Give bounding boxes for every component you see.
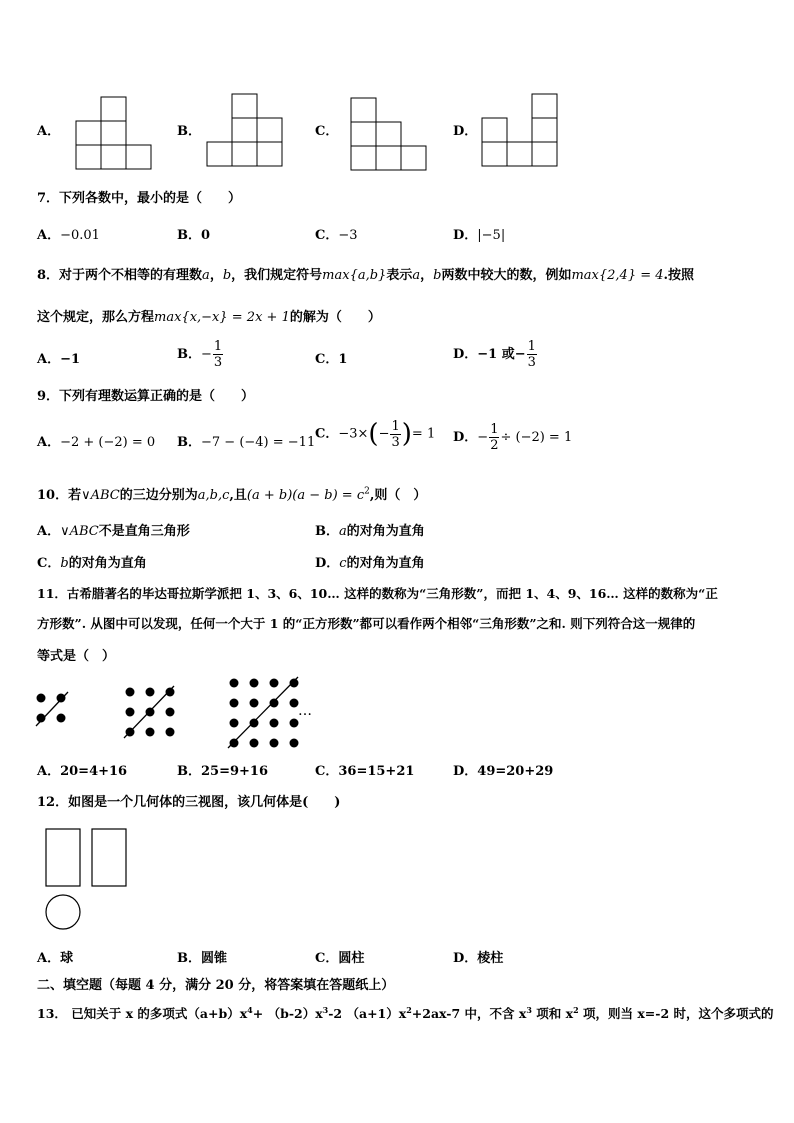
q11-ellipsis: …: [298, 703, 312, 719]
q10-option-d-text: 的对角为直角: [346, 556, 425, 571]
q8-sep-2: ，: [420, 268, 434, 283]
q6-figure-a: [72, 96, 154, 172]
q8-var-a-2: a: [412, 268, 421, 283]
q7-option-b-label: B．: [177, 228, 201, 243]
q8-option-b-sign: −: [201, 347, 212, 362]
q12-option-a[interactable]: A．球: [37, 951, 74, 966]
q9-option-c-sign: −: [378, 426, 390, 442]
q7-option-b[interactable]: [177, 224, 210, 243]
q6-option-d-label[interactable]: D．: [453, 124, 478, 139]
q11-option-d[interactable]: D．49=20+29: [453, 764, 554, 779]
q9-option-c[interactable]: [315, 419, 435, 449]
q10-option-d-label: D．: [315, 556, 340, 571]
q12-option-b[interactable]: B．圆锥: [177, 951, 227, 966]
q8-stem-text-2: ，我们规定符号: [231, 268, 323, 283]
q10-option-a-triangle: ∨ABC: [60, 524, 99, 539]
q7-option-c-value: −3: [338, 228, 358, 243]
q9-option-d-sign: −: [477, 430, 489, 445]
q9-option-a-label: A．: [37, 435, 61, 450]
q8-example-expression: max{2,4} = 4: [571, 268, 664, 283]
q12-three-views-figure: [44, 828, 134, 932]
q11-dot-figure-9: [122, 684, 178, 740]
q13-text-5: 项和 x: [531, 1006, 574, 1021]
q8-stem-text-1: 8．对于两个不相等的有理数: [37, 268, 203, 283]
q8-option-a[interactable]: [37, 348, 80, 367]
q11-dot-figure-4: [34, 690, 74, 730]
q9-option-d-denominator: 2: [490, 438, 499, 453]
q8-stem-line1: [37, 264, 694, 283]
q10-sides: a,b,c: [197, 488, 230, 503]
q8-option-d-denominator: 3: [527, 355, 536, 370]
q8-stem-line2: [37, 306, 381, 325]
q10-option-b-text: 的对角为直角: [346, 524, 425, 539]
q7-option-b-value: 0: [201, 228, 211, 243]
q7-option-c[interactable]: [315, 224, 358, 243]
q12-option-c[interactable]: C．圆柱: [315, 951, 365, 966]
q9-option-d-numerator: 1: [490, 422, 499, 437]
q11-option-c[interactable]: C．36=15+21: [315, 764, 415, 779]
q13-stem: [37, 1004, 774, 1022]
q7-option-a-value: −0.01: [60, 228, 100, 243]
q10-stem-text-3: ,且: [229, 488, 247, 503]
q8-sep-1: ，: [209, 268, 223, 283]
q9-option-d[interactable]: [453, 423, 572, 452]
q10-option-a-text: 不是直角三角形: [98, 524, 190, 539]
q13-exponent-5: 2: [573, 1004, 579, 1015]
q8-stem-text-5: .按照: [663, 268, 695, 283]
q8-option-c-value: 1: [338, 352, 348, 367]
q13-text-3: -2 （a+1）x: [328, 1006, 407, 1021]
q11-option-b[interactable]: B．25=9+16: [177, 764, 269, 779]
q8-option-b-label: B．: [177, 347, 201, 362]
q6-figure-c: [347, 97, 429, 173]
section-2-heading: 二、填空题（每题 4 分，满分 20 分，将答案填在答题纸上）: [37, 978, 395, 993]
q10-equation-exponent: 2: [364, 486, 370, 497]
q11-option-a[interactable]: A．20=4+16: [37, 764, 128, 779]
q13-exponent-4: 3: [526, 1004, 532, 1015]
q7-option-a[interactable]: [37, 224, 100, 243]
q9-option-a-expression: −2 + (−2) = 0: [60, 435, 156, 450]
q7-option-d-label: D．: [453, 228, 478, 243]
q10-option-c[interactable]: [37, 552, 147, 571]
q13-exponent-3: 2: [406, 1004, 412, 1015]
q10-option-c-var: b: [60, 556, 69, 571]
q8-option-c[interactable]: [315, 348, 347, 367]
q10-option-d-var: c: [339, 556, 347, 571]
q8-option-b[interactable]: [177, 340, 224, 369]
q6-figure-b: [203, 93, 285, 169]
q8-line2-text-1: 这个规定，那么方程: [37, 310, 155, 325]
q13-exponent-1: 4: [247, 1004, 253, 1015]
q9-stem: 9．下列有理数运算正确的是（ ）: [37, 389, 255, 404]
q9-option-b-label: B．: [177, 435, 201, 450]
q12-stem: 12．如图是一个几何体的三视图，该几何体是( ): [37, 795, 341, 810]
q6-option-b-label[interactable]: B．: [177, 124, 201, 139]
q8-option-d-text: −1 或−: [477, 347, 526, 362]
q7-option-d[interactable]: [453, 224, 505, 243]
q8-var-a: a: [202, 268, 210, 283]
q10-option-d[interactable]: [315, 552, 425, 571]
q10-stem-text-1: 10．若: [37, 488, 82, 503]
q7-stem: 7．下列各数中，最小的是（ ）: [37, 191, 242, 206]
q9-option-a[interactable]: [37, 431, 155, 450]
q10-option-b[interactable]: [315, 520, 425, 539]
q13-text-6: 项，则当 x=-2 时，这个多项式的: [578, 1006, 774, 1021]
q8-option-d-fraction: [527, 340, 537, 369]
q10-option-a-label: A．: [37, 524, 61, 539]
q8-option-c-label: C．: [315, 352, 339, 367]
q11-stem-line2: 方形数”. 从图中可以发现，任何一个大于 1 的“正方形数”都可以看作两个相邻“三角形数”之和. 则下列符合这一规律的: [37, 616, 696, 631]
q8-option-b-numerator: 1: [213, 339, 223, 354]
q6-option-c-label[interactable]: C．: [315, 124, 339, 139]
q11-stem-line1: 11．古希腊著名的毕达哥拉斯学派把 1、3、6、10… 这样的数称为“三角形数”，而把 1、4、9、16… 这样的数称为“正: [37, 586, 718, 601]
q13-exponent-2: 3: [322, 1004, 329, 1015]
q10-triangle: ∨ABC: [81, 488, 120, 503]
q9-option-d-result: ÷ (−2) = 1: [500, 430, 573, 445]
q11-dot-figure-16: [226, 675, 300, 749]
q10-option-b-var: a: [339, 524, 347, 539]
q7-option-c-label: C．: [315, 228, 339, 243]
q8-option-d[interactable]: [453, 340, 538, 369]
q7-option-d-value: |−5|: [477, 228, 506, 243]
q8-option-d-numerator: 1: [527, 339, 536, 354]
q13-text-4: +2ax-7 中，不含 x: [411, 1006, 527, 1021]
q9-option-c-numerator: 1: [391, 418, 400, 434]
q9-option-d-fraction: [489, 423, 499, 452]
q6-option-a-label[interactable]: A．: [37, 124, 61, 139]
q9-option-b-expression: −7 − (−4) = −11: [201, 435, 316, 450]
q8-equation: max{x,−x} = 2x + 1: [154, 310, 290, 325]
q8-var-b: b: [222, 268, 232, 283]
q10-option-b-label: B．: [315, 524, 339, 539]
q8-option-a-value: −1: [60, 352, 81, 367]
q10-stem-text-2: 的三边分别为: [119, 488, 198, 503]
q9-option-c-left-paren: (: [368, 419, 379, 449]
q8-var-b-2: b: [433, 268, 442, 283]
q6-figure-d: [478, 93, 560, 169]
q10-equation: (a + b)(a − b) = c: [246, 488, 365, 503]
q9-option-b[interactable]: [177, 431, 315, 450]
q11-stem-line3: 等式是（ ）: [37, 649, 116, 664]
q8-option-b-denominator: 3: [213, 355, 223, 370]
q10-option-c-label: C．: [37, 556, 61, 571]
q9-option-c-right-paren: ): [401, 419, 412, 449]
q8-stem-text-4: 两数中较大的数，例如: [441, 268, 572, 283]
q7-option-a-label: A．: [37, 228, 61, 243]
q10-option-a[interactable]: [37, 520, 190, 539]
q12-option-d[interactable]: D．棱柱: [453, 951, 504, 966]
q9-option-c-fraction: [390, 420, 400, 449]
q8-max-expression: max{a,b}: [322, 268, 387, 283]
q13-text-2: + （b-2）x: [252, 1006, 323, 1021]
q9-option-c-label: C．: [315, 426, 339, 442]
q8-option-d-label: D．: [453, 347, 478, 362]
q9-option-c-result: = 1: [411, 426, 436, 442]
q10-option-c-text: 的对角为直角: [68, 556, 147, 571]
q8-line2-text-2: 的解为（ ）: [289, 310, 381, 325]
q9-option-c-term: −3×: [338, 426, 369, 442]
q8-stem-text-3: 表示: [386, 268, 413, 283]
q8-option-a-label: A．: [37, 352, 61, 367]
q9-option-d-label: D．: [453, 430, 478, 445]
q10-stem-text-4: ,则（ ）: [369, 488, 427, 503]
q13-text-1: 13． 已知关于 x 的多项式（a+b）x: [37, 1006, 248, 1021]
q9-option-c-denominator: 3: [391, 434, 400, 450]
q8-option-b-fraction: [213, 340, 223, 369]
q10-stem: [37, 484, 426, 503]
